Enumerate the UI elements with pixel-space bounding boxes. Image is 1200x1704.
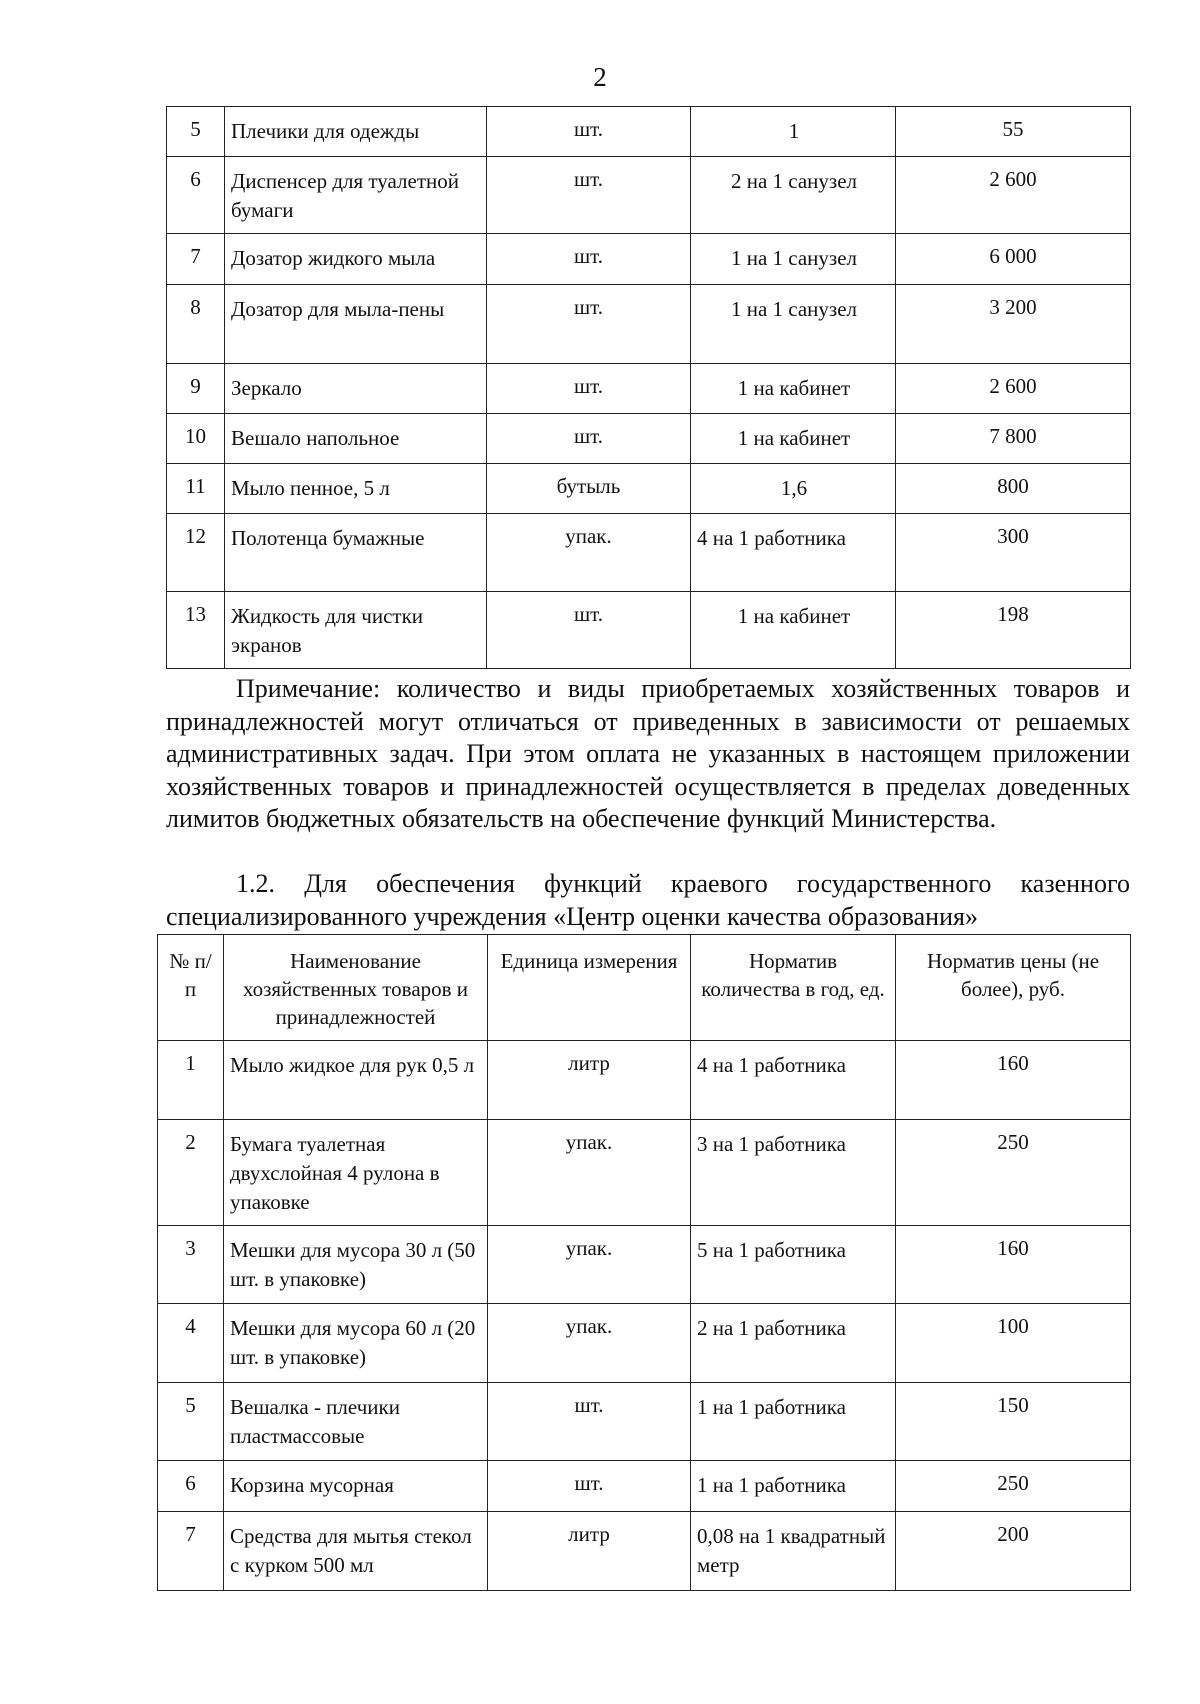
row-number: 5 xyxy=(167,107,225,157)
row-number: 11 xyxy=(167,464,225,514)
table-row xyxy=(158,1304,1131,1383)
header-qty: Норматив количества в год, ед. xyxy=(691,935,896,1041)
row-number: 13 xyxy=(167,592,225,669)
item-unit: шт. xyxy=(487,364,691,414)
item-unit: литр xyxy=(488,1512,691,1591)
table-row xyxy=(158,1383,1131,1461)
item-name: Средства для мытья стекол с курком 500 мл xyxy=(224,1512,488,1591)
item-quantity: 3 на 1 работника xyxy=(691,1120,896,1226)
item-price: 198 xyxy=(896,592,1131,669)
item-price: 2 600 xyxy=(896,364,1131,414)
table-row xyxy=(167,364,1131,414)
item-unit: литр xyxy=(488,1041,691,1120)
item-quantity: 1 на кабинет xyxy=(691,414,896,464)
row-number: 5 xyxy=(158,1383,224,1461)
item-quantity: 1 на 1 работника xyxy=(691,1383,896,1461)
item-name: Дозатор жидкого мыла xyxy=(225,234,487,285)
item-name: Корзина мусорная xyxy=(224,1461,488,1512)
row-number: 2 xyxy=(158,1120,224,1226)
item-unit: шт. xyxy=(488,1461,691,1512)
item-quantity: 1 на 1 санузел xyxy=(691,234,896,285)
table-row xyxy=(167,157,1131,234)
item-price: 800 xyxy=(896,464,1131,514)
item-quantity: 1,6 xyxy=(691,464,896,514)
item-name: Мыло жидкое для рук 0,5 л xyxy=(224,1041,488,1120)
items-table-2 xyxy=(157,934,1131,1591)
table-row xyxy=(167,414,1131,464)
header-price: Норматив цены (не более), руб. xyxy=(896,935,1131,1041)
item-name: Мешки для мусора 60 л (20 шт. в упаковке) xyxy=(224,1304,488,1383)
table-row xyxy=(158,1461,1131,1512)
item-unit: шт. xyxy=(487,107,691,157)
table-row xyxy=(158,1120,1131,1226)
item-name: Диспенсер для туалетной бумаги xyxy=(225,157,487,234)
item-quantity: 1 на кабинет xyxy=(691,592,896,669)
item-quantity: 5 на 1 работника xyxy=(691,1226,896,1304)
item-quantity: 1 на 1 работника xyxy=(691,1461,896,1512)
item-quantity: 2 на 1 санузел xyxy=(691,157,896,234)
item-price: 250 xyxy=(896,1461,1131,1512)
table-row xyxy=(158,1512,1131,1591)
item-name: Полотенца бумажные xyxy=(225,514,487,592)
item-quantity: 1 на кабинет xyxy=(691,364,896,414)
item-quantity: 4 на 1 работника xyxy=(691,1041,896,1120)
row-number: 8 xyxy=(167,285,225,364)
item-name: Бумага туалетная двухслойная 4 рулона в упаковке xyxy=(224,1120,488,1226)
item-unit: упак. xyxy=(487,514,691,592)
row-number: 3 xyxy=(158,1226,224,1304)
item-price: 2 600 xyxy=(896,157,1131,234)
item-price: 300 xyxy=(896,514,1131,592)
section-heading: 1.2. Для обеспечения функций краевого государственного казенного специализированного учреждения «Центр оценки качества образования» xyxy=(166,869,1130,931)
item-price: 6 000 xyxy=(896,234,1131,285)
item-unit: шт. xyxy=(487,592,691,669)
item-unit: шт. xyxy=(487,157,691,234)
item-price: 55 xyxy=(896,107,1131,157)
item-quantity: 0,08 на 1 квадратный метр xyxy=(691,1512,896,1591)
row-number: 12 xyxy=(167,514,225,592)
item-name: Вешало напольное xyxy=(225,414,487,464)
row-number: 7 xyxy=(167,234,225,285)
item-price: 200 xyxy=(896,1512,1131,1591)
table-header-row xyxy=(158,935,1131,1041)
item-price: 250 xyxy=(896,1120,1131,1226)
table-row xyxy=(167,285,1131,364)
item-unit: бутыль xyxy=(487,464,691,514)
item-price: 160 xyxy=(896,1226,1131,1304)
item-name: Мыло пенное, 5 л xyxy=(225,464,487,514)
note-paragraph: Примечание: количество и виды приобретаемых хозяйственных товаров и принадлежностей могут отличаться от приведенных в зависимости от решаемых административных задач. При этом оплата не указанных в настоящем приложении хозяйственных товаров и принадлежностей осуществляется в пределах доведенных лимитов бюджетных обязательств на обеспечение функций Министерства. xyxy=(166,674,1130,833)
header-num: № п/п xyxy=(158,935,224,1041)
item-unit: шт. xyxy=(487,234,691,285)
item-unit: упак. xyxy=(488,1226,691,1304)
table-row xyxy=(167,464,1131,514)
row-number: 9 xyxy=(167,364,225,414)
header-name: Наименование хозяйственных товаров и принадлежностей xyxy=(224,935,488,1041)
item-unit: упак. xyxy=(488,1304,691,1383)
item-quantity: 4 на 1 работника xyxy=(691,514,896,592)
row-number: 6 xyxy=(167,157,225,234)
item-quantity: 2 на 1 работника xyxy=(691,1304,896,1383)
item-quantity: 1 xyxy=(691,107,896,157)
item-name: Жидкость для чистки экранов xyxy=(225,592,487,669)
row-number: 6 xyxy=(158,1461,224,1512)
item-name: Мешки для мусора 30 л (50 шт. в упаковке) xyxy=(224,1226,488,1304)
item-unit: шт. xyxy=(488,1383,691,1461)
row-number: 4 xyxy=(158,1304,224,1383)
table-row xyxy=(158,1041,1131,1120)
item-price: 7 800 xyxy=(896,414,1131,464)
table-row xyxy=(167,107,1131,157)
item-unit: упак. xyxy=(488,1120,691,1226)
item-unit: шт. xyxy=(487,285,691,364)
table-row xyxy=(167,234,1131,285)
item-quantity: 1 на 1 санузел xyxy=(691,285,896,364)
header-unit: Единица измерения xyxy=(488,935,691,1041)
page-number: 2 xyxy=(593,62,607,92)
items-table-1 xyxy=(166,106,1131,669)
item-name: Плечики для одежды xyxy=(225,107,487,157)
item-unit: шт. xyxy=(487,414,691,464)
item-name: Вешалка - плечики пластмассовые xyxy=(224,1383,488,1461)
item-price: 150 xyxy=(896,1383,1131,1461)
row-number: 1 xyxy=(158,1041,224,1120)
item-name: Дозатор для мыла-пены xyxy=(225,285,487,364)
table-row xyxy=(167,592,1131,669)
item-price: 3 200 xyxy=(896,285,1131,364)
row-number: 7 xyxy=(158,1512,224,1591)
row-number: 10 xyxy=(167,414,225,464)
item-price: 100 xyxy=(896,1304,1131,1383)
item-name: Зеркало xyxy=(225,364,487,414)
item-price: 160 xyxy=(896,1041,1131,1120)
table-row xyxy=(167,514,1131,592)
table-row xyxy=(158,1226,1131,1304)
